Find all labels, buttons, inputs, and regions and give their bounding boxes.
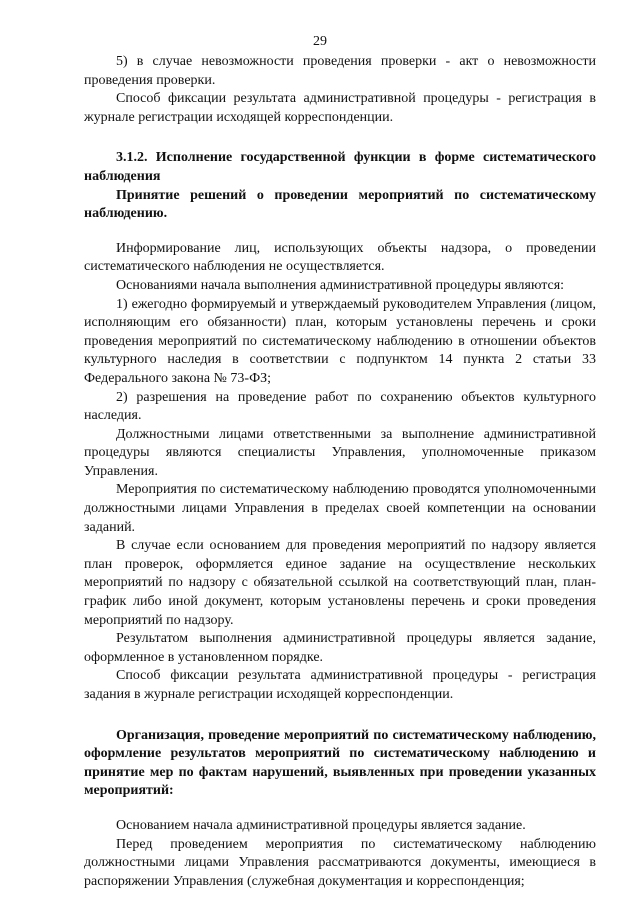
paragraph-grounds: Основаниями начала выполнения административной процедуры являются: [116,277,565,293]
page-number: 29 [313,34,327,49]
paragraph-fixation-method: Способ фиксации результата административной процедуры - регистрация в журнале регистрации исходящей корреспонденции. [84,91,596,125]
spacer [84,801,596,817]
paragraph-responsible-officials: Должностными лицами ответственными за выполнение административной процедуры являются специалисты Управления, уполномоченные приказом Управления. [84,426,596,479]
paragraph-before-measure: Перед проведением мероприятия по систематическому наблюдению должностными лицами Управления рассматриваются документы, имеющиеся в распоряжении Управления (служебная документация и корреспонденция; [84,836,596,889]
subsection-heading-organization: Организация, проведение мероприятий по систематическому наблюдению, оформление результатов мероприятий по систематическому наблюдению и принятие мер по фактам нарушений, выявленных при проведении указанных мероприятий: [84,727,596,799]
paragraph-measures: Мероприятия по систематическому наблюдению проводятся уполномоченными должностными лицами Управления в пределах своей компетенции на основании заданий. [84,482,596,535]
paragraph-inspection-plan: В случае если основанием для проведения мероприятий по надзору является план проверок, оформляется единое задание на осуществление нескольких мероприятий по надзору с обязательной ссылкой на соответствующий план, план-график либо иной документ, которым установлены перечень и сроки проведения мероприятий по надзору. [84,538,596,628]
paragraph-ground-2: 2) разрешения на проведение работ по сохранению объектов культурного наследия. [84,389,596,424]
subsection-heading-decisions: Принятие решений о проведении мероприятий по систематическому наблюдению. [84,187,596,222]
spacer [84,127,596,149]
spacer [84,705,596,727]
spacer [84,224,596,240]
paragraph-item-5: 5) в случае невозможности проведения проверки - акт о невозможности проведения проверки. [84,54,596,88]
paragraph-fixation-method-2: Способ фиксации результата административной процедуры - регистрация задания в журнале регистрации исходящей корреспонденции. [84,668,596,702]
document-body [84,53,596,891]
paragraph-result: Результатом выполнения административной процедуры является задание, оформленное в установленном порядке. [84,631,596,665]
section-heading-3-1-2: 3.1.2. Исполнение государственной функции в форме систематического наблюдения [84,150,596,184]
paragraph-basis-task: Основанием начала административной процедуры является задание. [116,817,526,833]
paragraph-informing: Информирование лиц, использующих объекты надзора, о проведении систематического наблюдения не осуществляется. [84,240,596,275]
paragraph-ground-1: 1) ежегодно формируемый и утверждаемый руководителем Управления (лицом, исполняющим его обязанности) план, которым установлены перечень и сроки проведения мероприятий по систематическому наблюдению в отношении объектов культурного наследия в соответствии с подпунктом 14 пункта 2 статьи 33 Федерального закона № 73-ФЗ; [84,296,596,386]
